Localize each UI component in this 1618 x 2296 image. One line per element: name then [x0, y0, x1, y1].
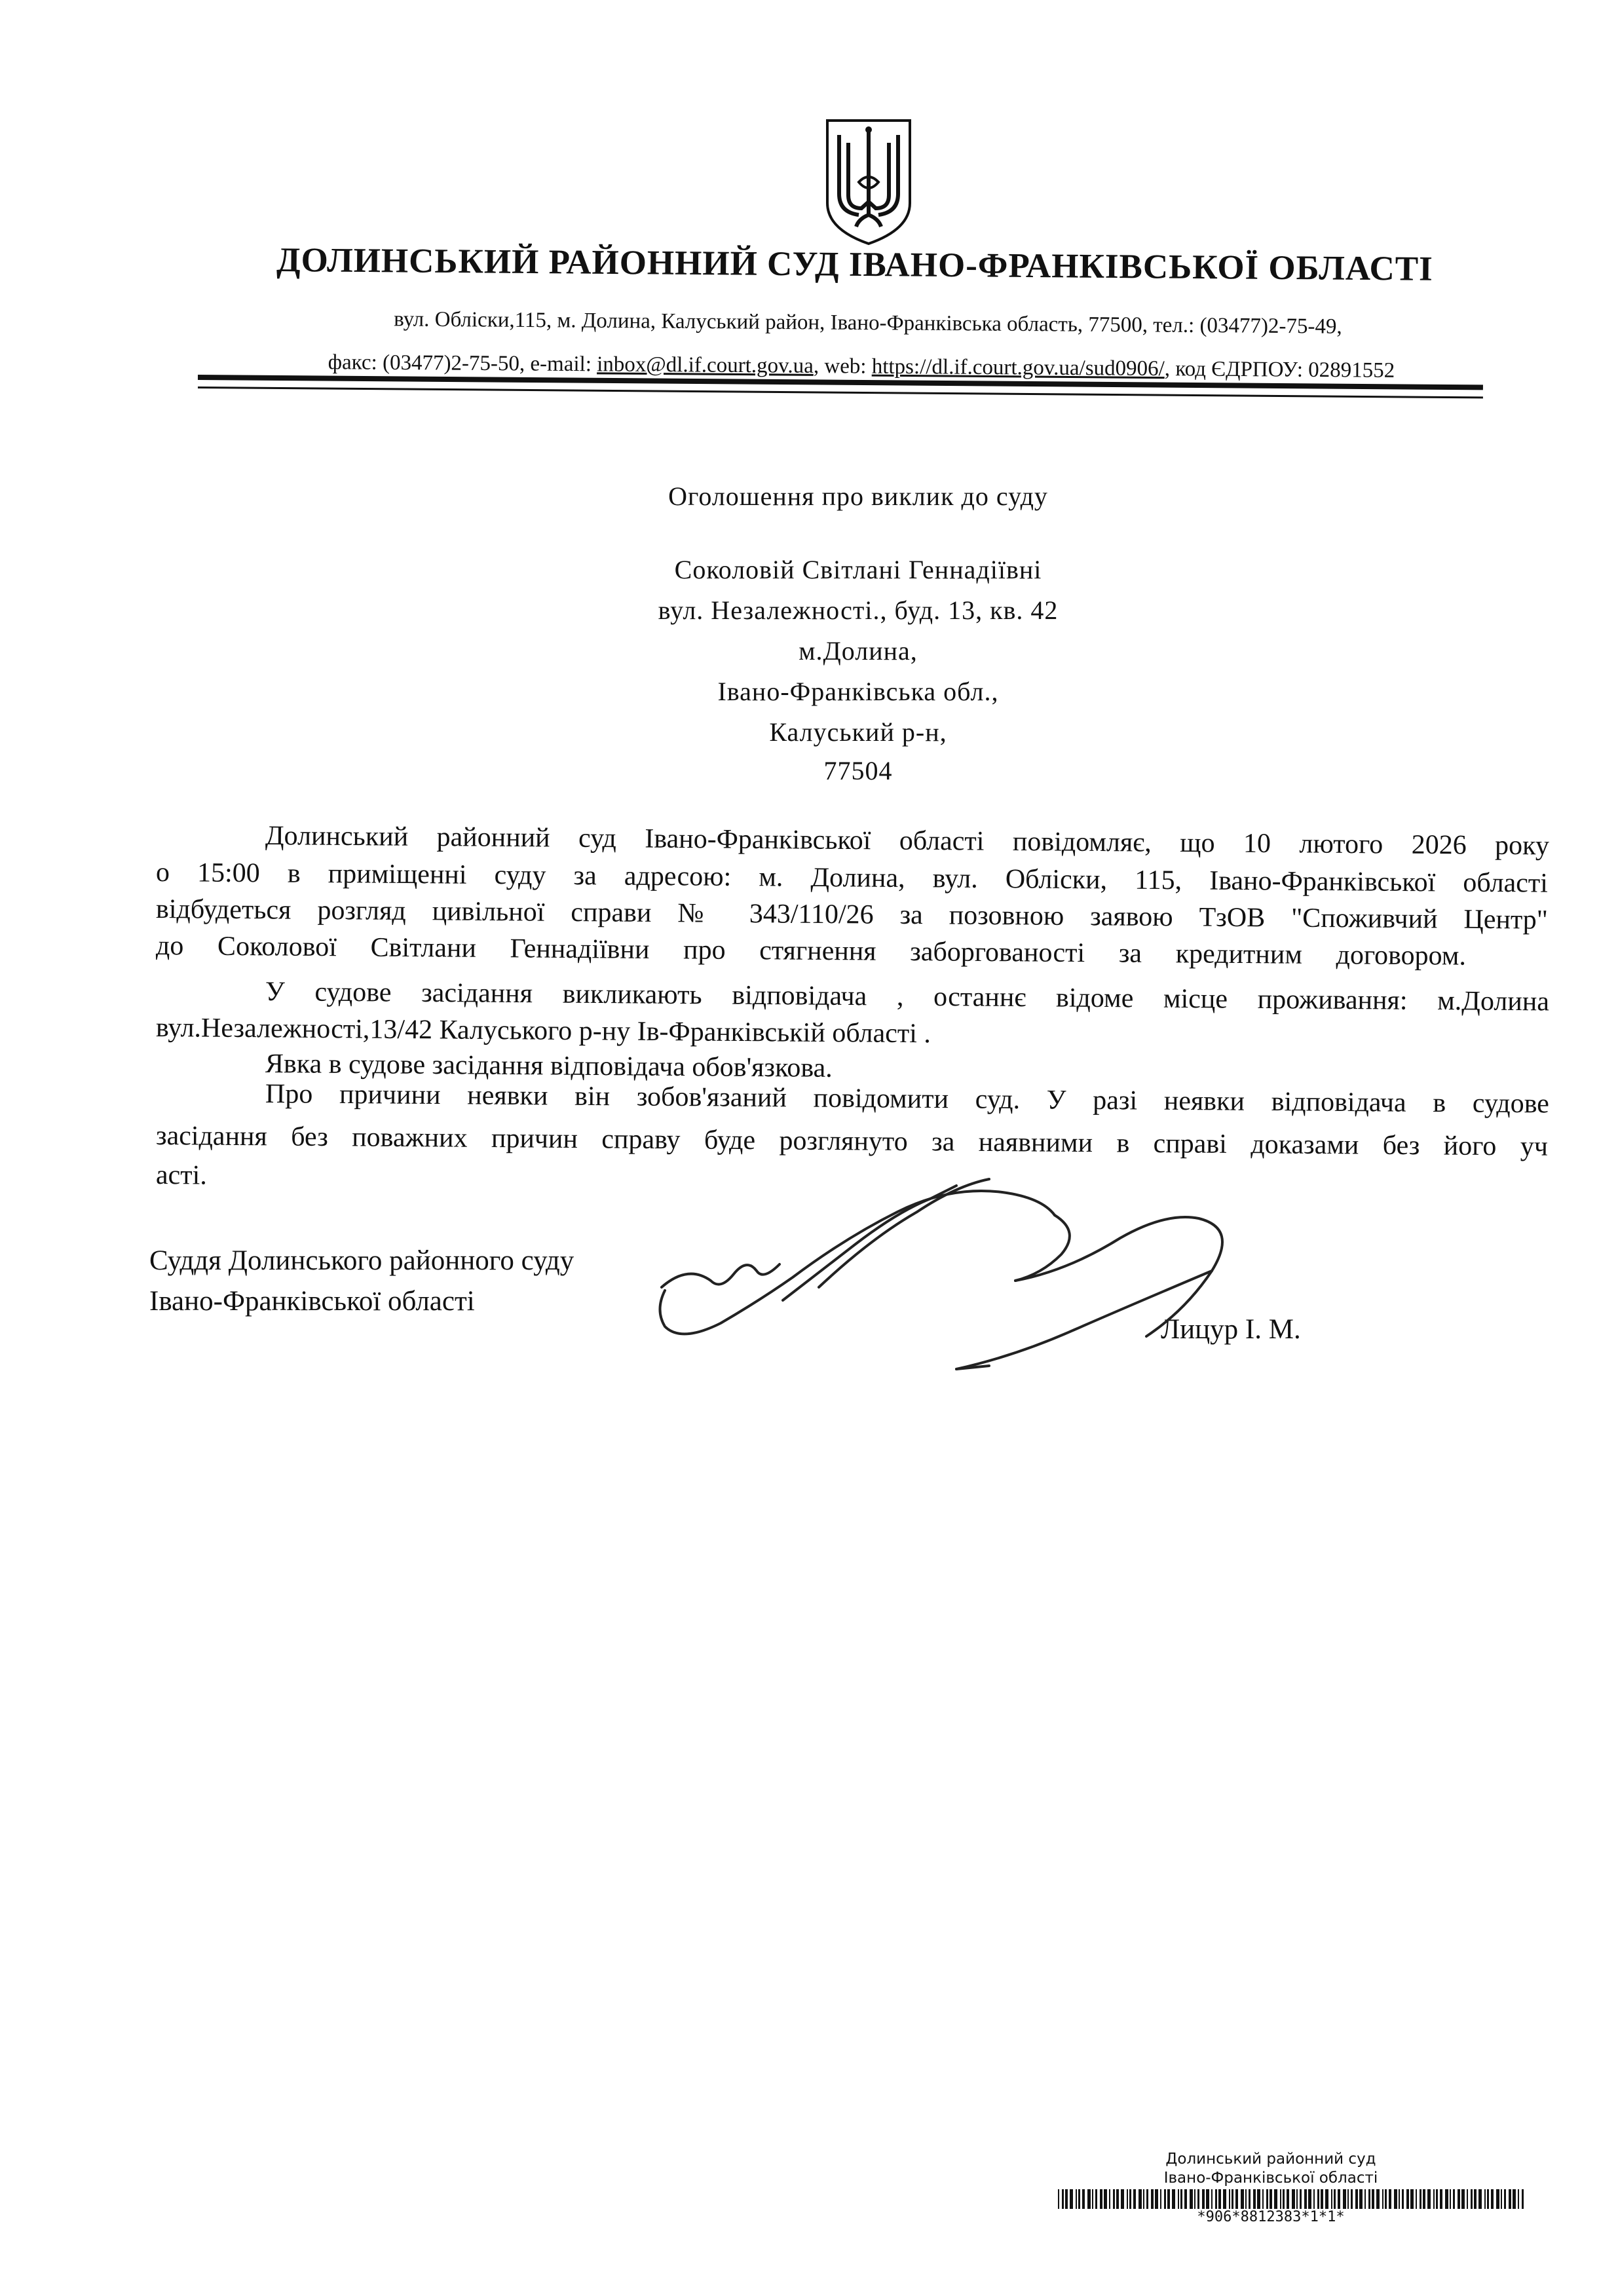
barcode-bar [1104, 2189, 1107, 2209]
barcode-bar [1235, 2189, 1238, 2209]
barcode-bar [1249, 2189, 1251, 2209]
barcode-bar [1095, 2189, 1097, 2209]
barcode-bar [1394, 2189, 1397, 2209]
barcode-bar [1347, 2189, 1349, 2209]
barcode-bar [1283, 2189, 1285, 2209]
barcode-bar [1092, 2189, 1093, 2209]
barcode-bar [1172, 2189, 1175, 2209]
barcode-bar [1280, 2189, 1281, 2209]
handwritten-signature [649, 1140, 1290, 1389]
barcode-bar [1410, 2189, 1414, 2209]
judge-name: Лицур І. М. [1161, 1314, 1301, 1345]
court-name: ДОЛИНСЬКИЙ РАЙОННИЙ СУД ІВАНО-ФРАНКІВСЬКОЇ ОБЛАСТІ [276, 240, 1433, 288]
coat-of-arms-icon [822, 117, 915, 248]
barcode-bar [1334, 2189, 1336, 2209]
barcode-bar [1364, 2189, 1366, 2209]
barcode-bar [1453, 2189, 1455, 2209]
barcode-bar [1491, 2189, 1494, 2209]
barcode-bar [1445, 2189, 1448, 2209]
barcode-bar [1317, 2189, 1319, 2209]
addressee-city: м.Долина, [799, 636, 918, 666]
barcode-bar [1300, 2189, 1302, 2209]
barcode-bar [1501, 2189, 1502, 2209]
barcode-bar [1167, 2189, 1170, 2209]
paragraph-4-line-1: Про причини неявки він зобов'язаний повідомити суд. У разі неявки відповідача в судове [265, 1079, 1550, 1120]
barcode-bar [1484, 2189, 1486, 2209]
barcode-bar [1504, 2189, 1506, 2209]
barcode-bar [1513, 2189, 1516, 2209]
addressee-street: вул. Незалежності., буд. 13, кв. 42 [658, 595, 1059, 625]
barcode-bar [1509, 2189, 1511, 2209]
barcode-bar [1471, 2189, 1473, 2209]
barcode-bar [1287, 2189, 1289, 2209]
paragraph-4-line-2: засідання без поважних причин справу буде розглянуто за наявними в справі доказами без його уч [155, 1121, 1549, 1162]
barcode-bar [1461, 2189, 1465, 2209]
addressee-zip: 77504 [823, 756, 893, 785]
barcode-bar [1338, 2189, 1340, 2209]
court-address: вул. Обліски,115, м. Долина, Калуський район, Івано-Франківська область, 77500, тел.: (03477)2-75-49, [394, 307, 1342, 339]
barcode-bar [1218, 2189, 1221, 2209]
barcode-bar [1385, 2189, 1387, 2209]
barcode-bar [1440, 2189, 1442, 2209]
barcode-bar [1266, 2189, 1268, 2209]
barcode-bar [1406, 2189, 1409, 2209]
barcode-bar [1151, 2189, 1154, 2209]
barcode-bar [1427, 2189, 1431, 2209]
barcode-bar [1292, 2189, 1295, 2209]
barcode-bar [1343, 2189, 1346, 2209]
stamp-line-1: Долинський районний суд [1165, 2151, 1376, 2168]
addressee-name: Соколовій Світлані Геннадіївні [674, 555, 1042, 584]
barcode-bar [1321, 2189, 1323, 2209]
barcode-bar [1436, 2189, 1438, 2209]
paragraph-3: Явка в судове засідання відповідача обов'язкова. [265, 1049, 833, 1083]
barcode-bar [1257, 2189, 1260, 2209]
barcode-bar [1155, 2189, 1158, 2209]
barcode-bar [1450, 2189, 1451, 2209]
document-title: Оголошення про виклик до суду [668, 481, 1048, 511]
web-prefix: , web: [813, 354, 872, 379]
barcode-bar [1325, 2189, 1328, 2209]
barcode-bar [1232, 2189, 1233, 2209]
barcode-icon [1058, 2189, 1527, 2209]
barcode-bar [1308, 2189, 1311, 2209]
paragraph-1-line-4: до Соколової Світлани Геннадіївни про стягнення заборгованості за кредитним договором. [155, 931, 1467, 971]
barcode-bar [1215, 2189, 1217, 2209]
email-link[interactable]: inbox@dl.if.court.gov.ua [597, 352, 814, 378]
barcode-bar [1070, 2189, 1073, 2209]
paragraph-2-line-1: У судове засідання викликають відповідача , останнє відоме місце проживання: м.Долина [265, 977, 1550, 1017]
barcode-bar [1194, 2189, 1195, 2209]
barcode-bar [1274, 2189, 1277, 2209]
barcode-bar [1402, 2189, 1404, 2209]
paragraph-1-line-3: відбудеться розгляд цивільної справи № 343/110/26 за позовною заявою ТзОВ "Споживчий Центр" [155, 894, 1549, 935]
barcode-bar [1109, 2189, 1110, 2209]
judge-title-line-2: Івано-Франківської області [149, 1286, 475, 1317]
barcode-bar [1245, 2189, 1247, 2209]
barcode-bar [1496, 2189, 1499, 2209]
addressee-region: Івано-Франківська обл., [717, 677, 999, 706]
barcode-bar [1202, 2189, 1205, 2209]
barcode-bar [1121, 2189, 1124, 2209]
barcode-bar [1164, 2189, 1166, 2209]
barcode-bar [1487, 2189, 1489, 2209]
addressee-district: Калуський р-н, [769, 717, 947, 747]
barcode-bar [1372, 2189, 1374, 2209]
barcode-bar [1313, 2189, 1315, 2209]
barcode-bar [1127, 2189, 1128, 2209]
barcode-bar [1382, 2189, 1383, 2209]
barcode-bar [1178, 2189, 1179, 2209]
barcode-bar [1420, 2189, 1421, 2209]
barcode-bar [1331, 2189, 1332, 2209]
barcode-bar [1376, 2189, 1380, 2209]
barcode-bar [1223, 2189, 1226, 2209]
barcode-bar [1138, 2189, 1142, 2209]
barcode-bar [1433, 2189, 1435, 2209]
barcode-bar [1262, 2189, 1264, 2209]
barcode-bar [1368, 2189, 1370, 2209]
barcode-bar [1143, 2189, 1144, 2209]
paragraph-1-line-2: о 15:00 в приміщенні суду за адресою: м. Долина, вул. Обліски, 115, Івано-Франківської області [155, 857, 1549, 899]
barcode-bar [1190, 2189, 1193, 2209]
barcode-bar [1197, 2189, 1199, 2209]
barcode-bar [1058, 2189, 1059, 2209]
barcode-bar [1129, 2189, 1131, 2209]
barcode-bar [1184, 2189, 1187, 2209]
barcode-bar [1474, 2189, 1477, 2209]
barcode-bar [1180, 2189, 1182, 2209]
barcode-bar [1133, 2189, 1136, 2209]
barcode-bar [1082, 2189, 1085, 2209]
barcode-bar [1100, 2189, 1102, 2209]
barcode-bar [1146, 2189, 1148, 2209]
barcode-bar [1416, 2189, 1417, 2209]
barcode-bar [1229, 2189, 1230, 2209]
barcode-bar [1296, 2189, 1298, 2209]
barcode-bar [1116, 2189, 1119, 2209]
barcode-bar [1355, 2189, 1358, 2209]
barcode-bar [1478, 2189, 1482, 2209]
barcode-bar [1062, 2189, 1064, 2209]
barcode-bar [1304, 2189, 1307, 2209]
barcode-bar [1423, 2189, 1425, 2209]
judge-title-line-1: Суддя Долинського районного суду [149, 1245, 574, 1276]
stamp-line-2: Івано-Франківської області [1163, 2170, 1378, 2187]
barcode-bar [1399, 2189, 1400, 2209]
barcode-bar [1087, 2189, 1091, 2209]
barcode-bar [1160, 2189, 1161, 2209]
barcode-bar [1467, 2189, 1468, 2209]
paragraph-1-line-1: Долинський районний суд Івано-Франківської області повідомляє, що 10 лютого 2026 року [265, 821, 1550, 861]
paragraph-2-line-2: вул.Незалежності,13/42 Калуського р-ну Ів-Франківській області . [155, 1013, 931, 1049]
barcode-bar [1253, 2189, 1256, 2209]
barcode-bar [1458, 2189, 1460, 2209]
barcode-bar [1522, 2189, 1524, 2209]
paragraph-4-line-3: асті. [155, 1160, 207, 1191]
web-link[interactable]: https://dl.if.court.gov.ua/sud0906/ [871, 354, 1165, 381]
barcode-bar [1113, 2189, 1115, 2209]
barcode-bar [1389, 2189, 1391, 2209]
barcode-bar [1241, 2189, 1244, 2209]
barcode-bar [1206, 2189, 1209, 2209]
edrpou-text: , код ЄДРПОУ: 02891552 [1164, 357, 1395, 383]
barcode-bar [1518, 2189, 1519, 2209]
barcode-number: *906*8812383*1*1* [1197, 2209, 1345, 2225]
barcode-bar [1359, 2189, 1363, 2209]
barcode-bar [1351, 2189, 1353, 2209]
barcode-bar [1076, 2189, 1077, 2209]
barcode-bar [1065, 2189, 1068, 2209]
barcode-bar [1270, 2189, 1272, 2209]
barcode-bar [1211, 2189, 1213, 2209]
fax-text: факс: (03477)2-75-50, e-mail: [328, 350, 597, 377]
barcode-bar [1078, 2189, 1080, 2209]
